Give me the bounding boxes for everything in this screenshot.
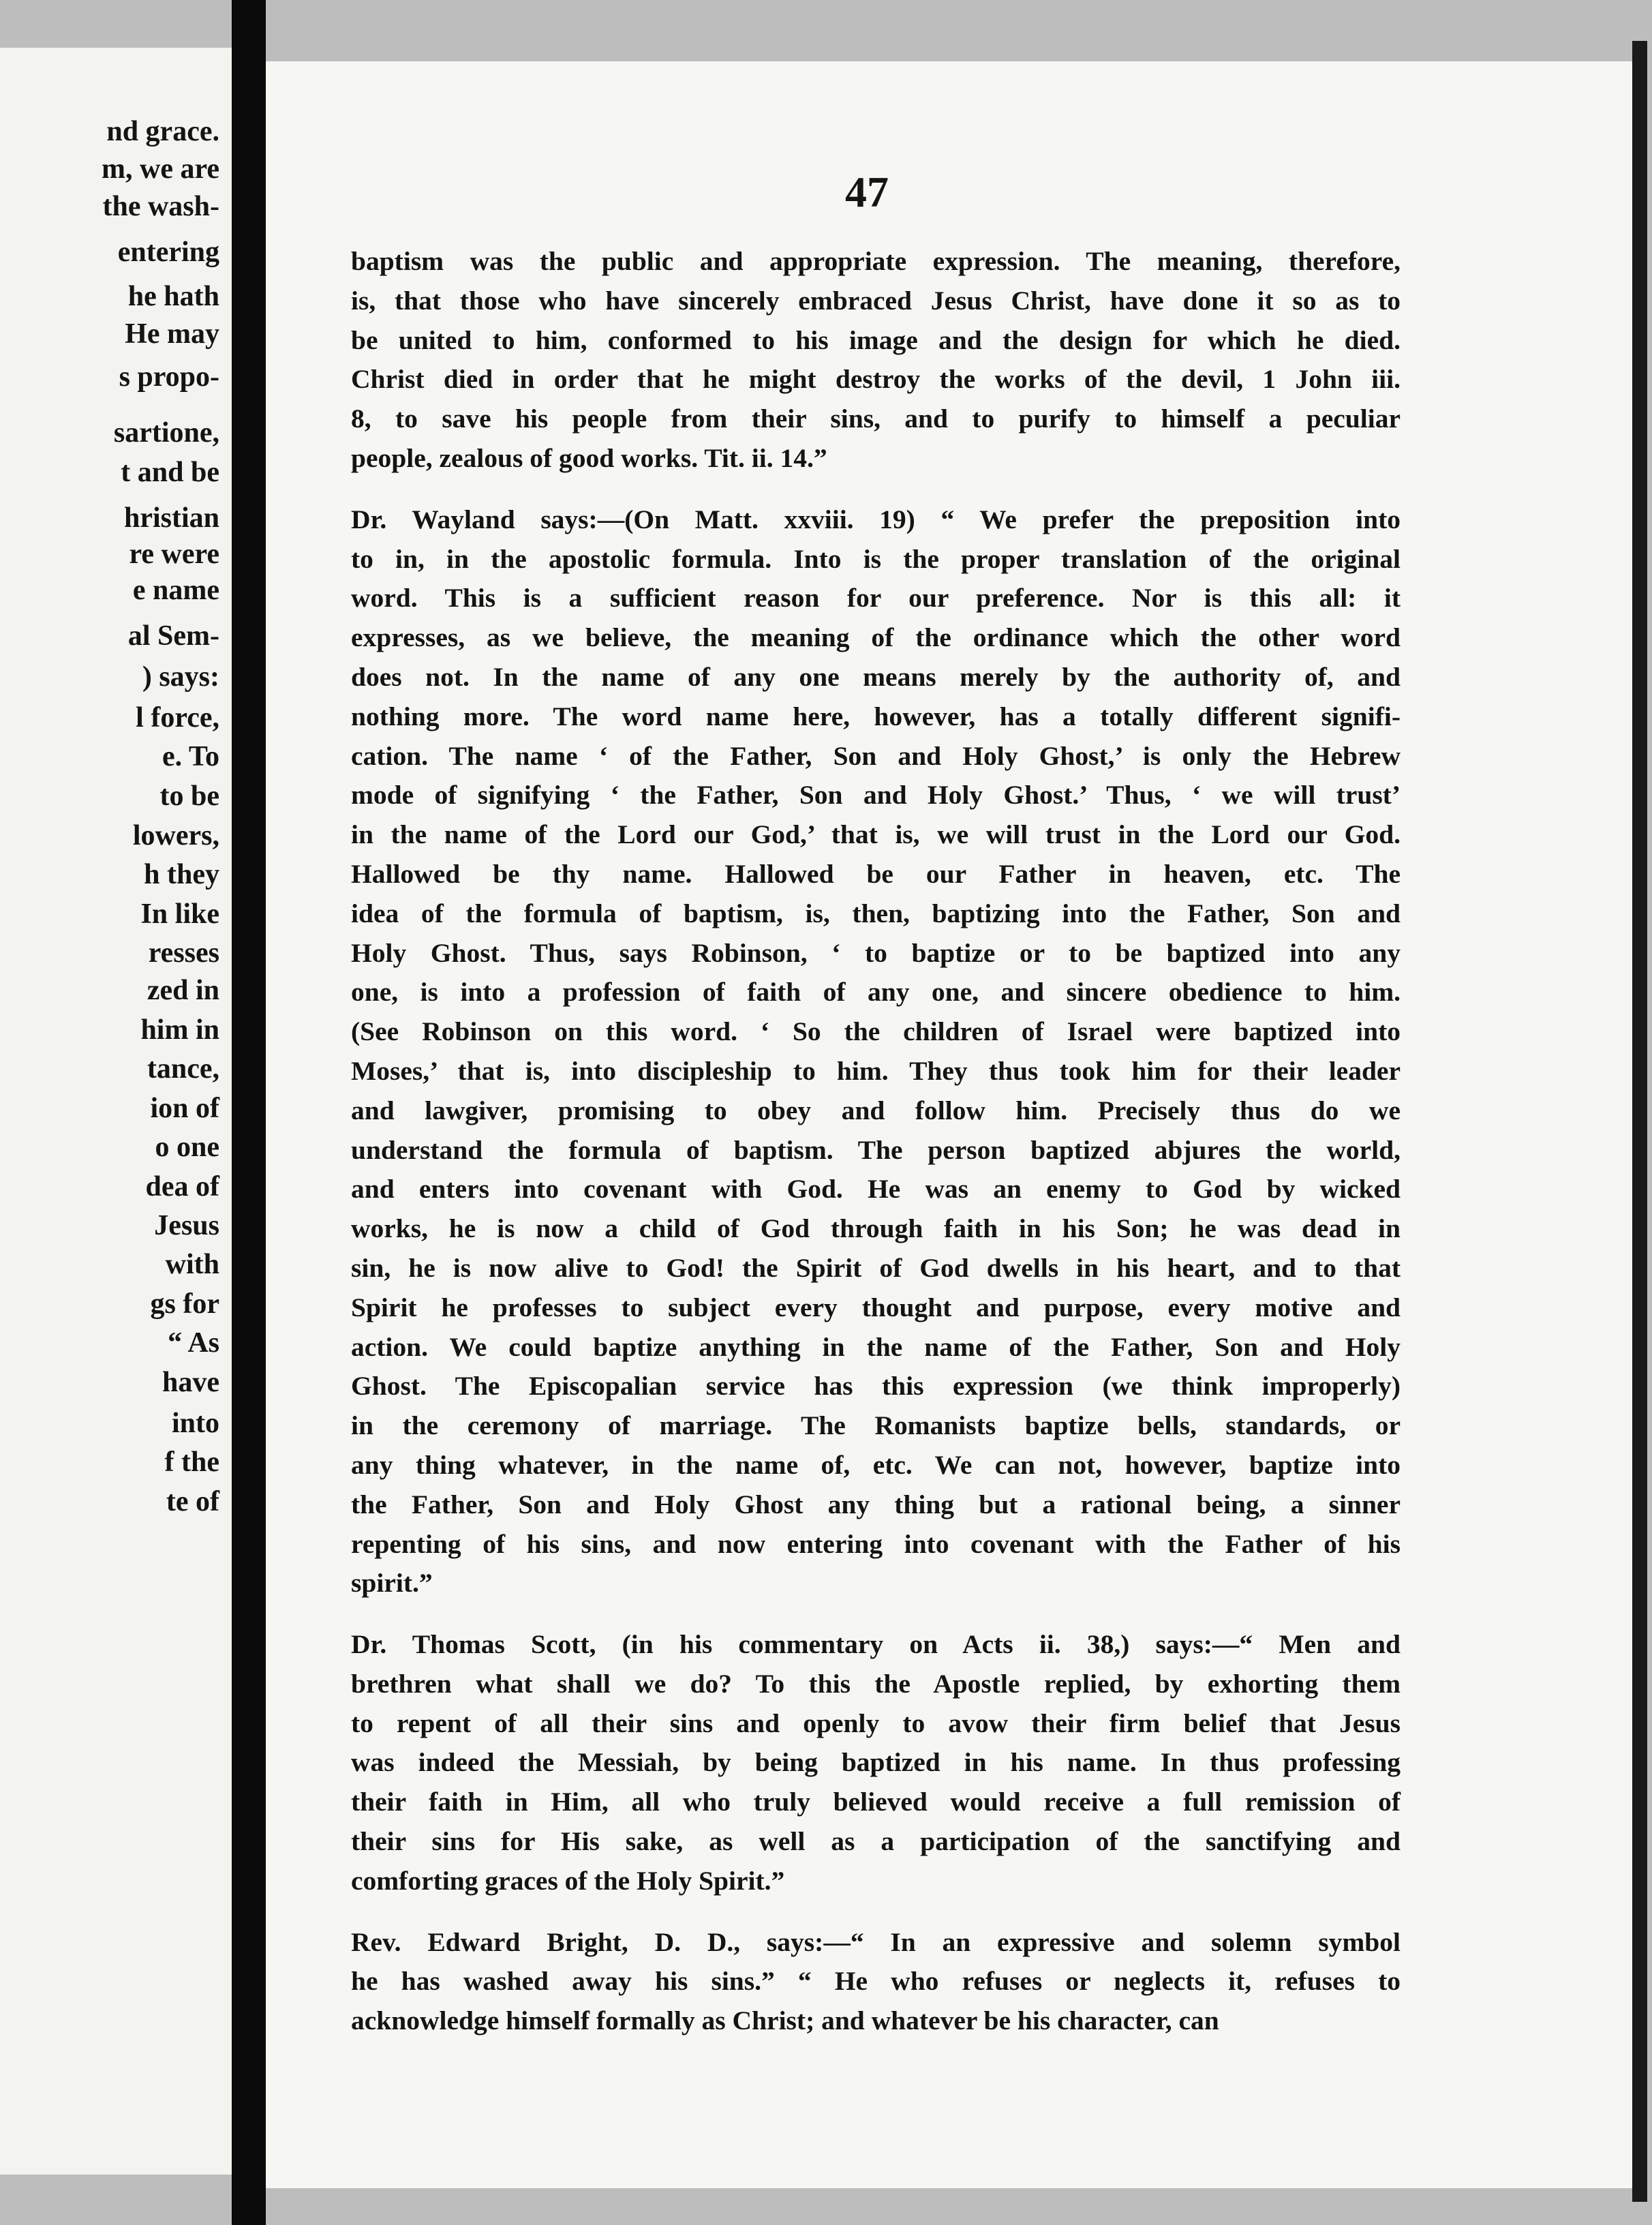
text-line: expresses, as we believe, the meaning of the ordinance which the other word: [351, 622, 1401, 653]
paragraph-gap: [351, 1603, 1401, 1625]
page-number: 47: [845, 168, 889, 216]
text-line: to in, in the apostolic formula. Into is the proper translation of the original: [351, 543, 1401, 574]
left-page-fragment: t and be: [121, 457, 219, 488]
text-line: does not. In the name of any one means merely by the authority of, and: [351, 661, 1401, 692]
text-line: one, is into a profession of faith of any one, and sincere obedience to him.: [351, 977, 1401, 1008]
text-line: understand the formula of baptism. The person baptized abjures the world,: [351, 1134, 1401, 1165]
text-line: people, zealous of good works. Tit. ii. 14.”: [351, 442, 827, 473]
text-line: repenting of his sins, and now entering into covenant with the Father of his: [351, 1528, 1401, 1559]
text-line: was indeed the Messiah, by being baptized in his name. In thus professing: [351, 1747, 1401, 1778]
left-page-fragment: hristian: [123, 502, 219, 534]
paragraph: [351, 242, 1401, 479]
paragraph: [351, 1923, 1401, 2041]
text-line: baptism was the public and appropriate expression. The meaning, therefore,: [351, 246, 1401, 276]
text-line: idea of the formula of baptism, is, then, baptizing into the Father, Son and: [351, 898, 1401, 928]
left-page-fragment: al Sem-: [127, 620, 219, 652]
left-page-fragment: ) says:: [142, 661, 219, 693]
left-page-fragment: with: [165, 1249, 219, 1280]
left-page-fragment: entering: [117, 237, 219, 268]
page-text: [351, 242, 1401, 2041]
text-line: Holy Ghost. Thus, says Robinson, ‘ to baptize or to be baptized into any: [351, 937, 1401, 968]
text-line: he has washed away his sins.” “ He who refuses or neglects it, refuses to: [351, 1966, 1401, 1997]
left-page-fragment: dea of: [145, 1171, 219, 1202]
text-line: acknowledge himself formally as Christ; and whatever be his character, can: [351, 2005, 1219, 2036]
text-line: spirit.”: [351, 1568, 433, 1599]
left-page-fragment: f the: [164, 1447, 219, 1478]
left-page-fragment: te of: [166, 1486, 219, 1517]
left-page-fragment: e. To: [162, 741, 219, 772]
text-line: Spirit he professes to subject every thought and purpose, every motive and: [351, 1292, 1401, 1322]
left-page-fragment: tance,: [147, 1053, 219, 1085]
left-page-fragment: he hath: [127, 281, 219, 312]
paragraph-gap: [351, 1901, 1401, 1923]
left-page-fragment: lowers,: [132, 820, 219, 851]
text-line: the Father, Son and Holy Ghost any thing but a rational being, a sinner: [351, 1489, 1401, 1519]
text-line: word. This is a sufficient reason for our preference. Nor is this all: it: [351, 583, 1401, 614]
text-line: and lawgiver, promising to obey and follow him. Precisely thus do we: [351, 1095, 1401, 1125]
left-page-fragment: l force,: [136, 702, 219, 733]
left-page-fragment: s propo-: [119, 361, 219, 393]
text-line: brethren what shall we do? To this the Apostle replied, by exhorting them: [351, 1668, 1401, 1699]
left-page-fragment: h they: [144, 859, 219, 890]
left-page-fragment: In like: [140, 898, 219, 930]
text-line: in the name of the Lord our God,’ that is, we will trust in the Lord our God.: [351, 819, 1401, 850]
text-line: works, he is now a child of God through faith in his Son; he was dead in: [351, 1213, 1401, 1244]
paragraph: [351, 1625, 1401, 1901]
previous-page-edge: [0, 48, 232, 2175]
left-page-fragment: nd grace.: [106, 116, 219, 147]
book-gutter: [232, 0, 266, 2225]
text-line: (See Robinson on this word. ‘ So the children of Israel were baptized into: [351, 1016, 1401, 1047]
text-line: Hallowed be thy name. Hallowed be our Father in heaven, etc. The: [351, 858, 1401, 889]
left-page-fragment: m, we are: [102, 153, 219, 185]
text-line: mode of signifying ‘ the Father, Son and Holy Ghost.’ Thus, ‘ we will trust’: [351, 780, 1401, 811]
left-page-fragment: Jesus: [154, 1210, 219, 1241]
text-line: sin, he is now alive to God! the Spirit of God dwells in his heart, and to that: [351, 1252, 1401, 1283]
left-page-fragment: him in: [140, 1014, 219, 1046]
text-line: cation. The name ‘ of the Father, Son and Holy Ghost,’ is only the Hebrew: [351, 740, 1401, 771]
text-line: Moses,’ that is, into discipleship to him. They thus took him for their leader: [351, 1055, 1401, 1086]
left-page-fragment: ion of: [150, 1093, 219, 1124]
left-page-fragment: have: [162, 1367, 219, 1398]
left-page-fragment: sartione,: [113, 417, 219, 449]
text-line: is, that those who have sincerely embraced Jesus Christ, have done it so as to: [351, 285, 1401, 316]
text-line: their sins for His sake, as well as a participation of the sanctifying and: [351, 1826, 1401, 1857]
text-line: be united to him, conformed to his image and the design for which he died.: [351, 324, 1401, 355]
text-line: any thing whatever, in the name of, etc. We can not, however, baptize into: [351, 1449, 1401, 1480]
paragraph: [351, 500, 1401, 1603]
text-line: action. We could baptize anything in the name of the Father, Son and Holy: [351, 1331, 1401, 1362]
text-line: Ghost. The Episcopalian service has this expression (we think improperly): [351, 1371, 1401, 1402]
left-page-fragment: gs for: [150, 1288, 219, 1320]
left-page-fragment: the wash-: [102, 191, 219, 222]
left-page-fragment: He may: [125, 318, 219, 350]
paragraph-gap: [351, 479, 1401, 500]
left-page-fragment: resses: [148, 937, 219, 969]
left-page-fragment: into: [171, 1408, 219, 1439]
text-line: Dr. Thomas Scott, (in his commentary on Acts ii. 38,) says:—“ Men and: [351, 1629, 1401, 1660]
text-line: 8, to save his people from their sins, and to purify to himself a peculiar: [351, 404, 1401, 434]
left-page-fragment: zed in: [147, 975, 219, 1006]
text-line: Christ died in order that he might destroy the works of the devil, 1 John iii.: [351, 364, 1401, 395]
left-page-fragment: re were: [129, 539, 219, 570]
text-line: in the ceremony of marriage. The Romanists baptize bells, standards, or: [351, 1410, 1401, 1441]
text-line: to repent of all their sins and openly to avow their firm belief that Jesus: [351, 1708, 1401, 1738]
text-line: comforting graces of the Holy Spirit.”: [351, 1865, 785, 1896]
page-edge-shadow: [1632, 41, 1647, 2202]
text-line: and enters into covenant with God. He was an enemy to God by wicked: [351, 1174, 1401, 1205]
left-page-fragment: “ As: [168, 1327, 219, 1359]
left-page-fragment: e name: [132, 575, 219, 606]
text-line: Rev. Edward Bright, D. D., says:—“ In an expressive and solemn symbol: [351, 1926, 1401, 1957]
left-page-fragment: to be: [159, 781, 219, 812]
text-line: Dr. Wayland says:—(On Matt. xxviii. 19) “ We prefer the preposition into: [351, 504, 1401, 534]
text-line: their faith in Him, all who truly believed would receive a full remission of: [351, 1787, 1401, 1817]
left-page-fragment: o one: [155, 1132, 219, 1163]
text-line: nothing more. The word name here, however, has a totally different signifi-: [351, 701, 1401, 731]
